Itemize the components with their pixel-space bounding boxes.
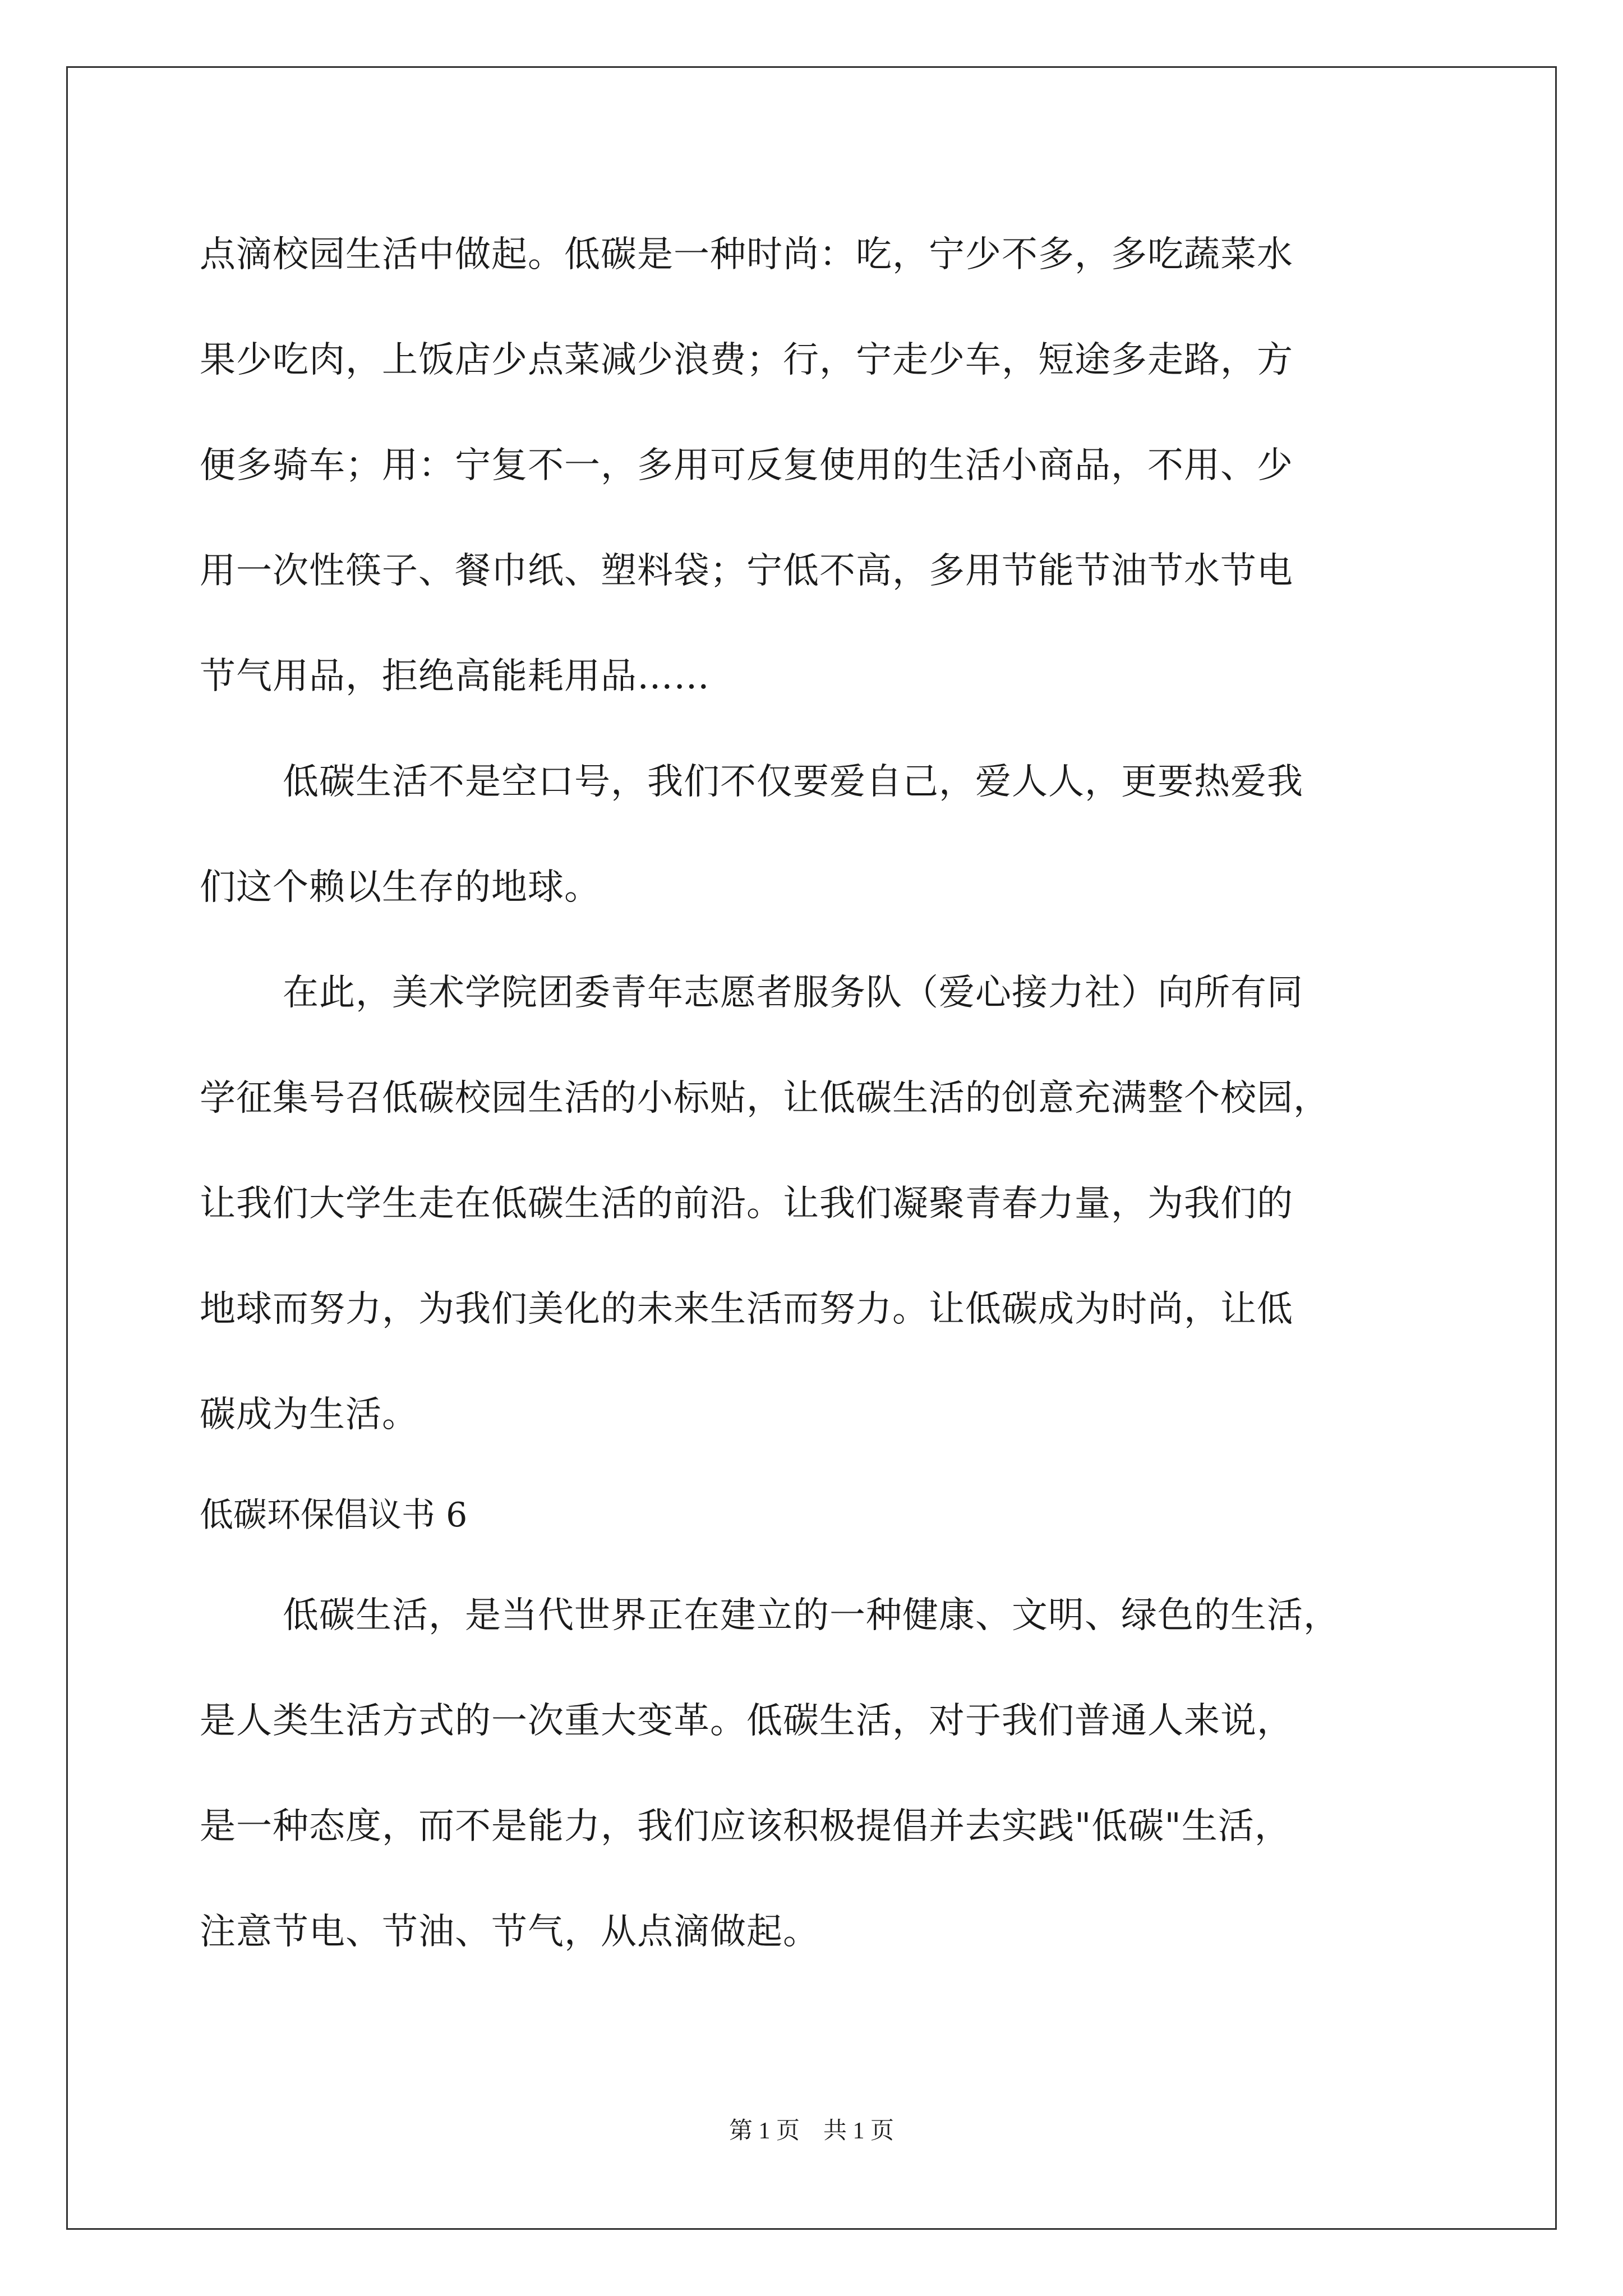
text-line: 低碳生活不是空口号，我们不仅要爱自己，爱人人，更要热爱我 — [283, 761, 1303, 803]
text-line: 果少吃肉，上饭店少点菜减少浪费；行，宁走少车，短途多走路，方 — [200, 339, 1293, 381]
paragraph-low-carbon-life — [200, 1563, 1433, 1985]
text-line: 注意节电、节油、节气，从点滴做起。 — [200, 1911, 819, 1953]
text-line: 低碳生活，是当代世界正在建立的一种健康、文明、绿色的生活， — [283, 1595, 1340, 1636]
paragraph-low-carbon-slogan — [200, 729, 1433, 940]
text-line: 们这个赖以生存的地球。 — [200, 867, 601, 908]
text-line: 便多骑车；用：宁复不一，多用可反复使用的生活小商品，不用、少 — [200, 445, 1293, 486]
paragraph-continued — [200, 202, 1433, 729]
text-line: 学征集号召低碳校园生活的小标贴，让低碳生活的创意充满整个校园， — [200, 1078, 1330, 1119]
text-line: 让我们大学生走在低碳生活的前沿。让我们凝聚青春力量，为我们的 — [200, 1183, 1293, 1225]
text-line: 是一种态度，而不是能力，我们应该积极提倡并去实践"低碳"生活， — [200, 1806, 1291, 1847]
section-heading: 低碳环保倡议书 6 — [200, 1496, 468, 1535]
text-line: 节气用品，拒绝高能耗用品…… — [200, 656, 710, 697]
text-line: 是人类生活方式的一次重大变革。低碳生活，对于我们普通人来说， — [200, 1700, 1293, 1742]
text-line: 地球而努力，为我们美化的未来生活而努力。让低碳成为时尚，让低 — [200, 1289, 1293, 1330]
document-body — [200, 202, 1433, 1985]
paragraph-volunteer-call — [200, 940, 1433, 1467]
text-line: 在此，美术学院团委青年志愿者服务队（爱心接力社）向所有同 — [283, 972, 1303, 1014]
text-line: 用一次性筷子、餐巾纸、塑料袋；宁低不高，多用节能节油节水节电 — [200, 550, 1293, 592]
page-number: 第 1 页 共 1 页 — [728, 2118, 894, 2144]
text-line: 碳成为生活。 — [200, 1394, 418, 1435]
text-line: 点滴校园生活中做起。低碳是一种时尚：吃，宁少不多，多吃蔬菜水 — [200, 234, 1293, 275]
